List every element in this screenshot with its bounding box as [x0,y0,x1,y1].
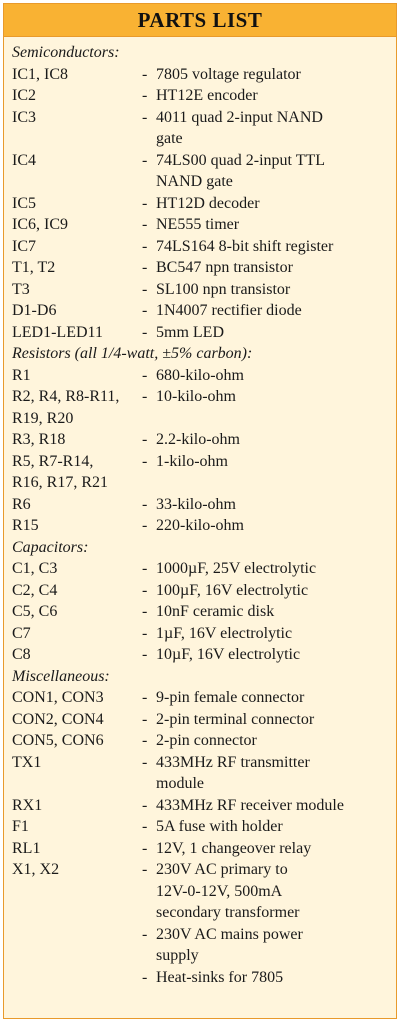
dash-separator: - [142,151,148,169]
part-description-text: 680-kilo-ohm [156,366,244,384]
part-row [12,730,396,752]
part-designator: R6 [12,495,31,513]
part-description-text: 9-pin female connector [156,689,305,706]
part-description-text: NE555 timer [156,216,240,233]
part-designator: C5, C6 [12,603,58,620]
part-row [12,924,396,967]
part-description [142,752,396,795]
dash-separator: - [142,452,148,470]
dash-separator: - [142,495,148,513]
part-designator: IC1, IC8 [12,65,68,83]
part-description-text: HT12D decoder [156,194,260,212]
part-description [142,429,396,451]
part-description-text: 2-pin terminal connector [156,710,315,728]
part-description [142,107,396,150]
part-designator: F1 [12,818,29,835]
dash-separator: - [142,323,148,341]
part-row [12,193,396,215]
part-description-text: 230V AC mains power supply [156,925,303,964]
dash-separator: - [142,280,148,298]
part-row [12,300,396,322]
part-description [142,859,396,924]
part-description [142,730,396,752]
dash-separator: - [142,581,148,599]
part-description-text: BC547 npn transistor [156,259,293,276]
part-description [142,580,396,602]
dash-separator: - [142,753,148,771]
part-description [142,709,396,731]
part-row [12,838,396,860]
dash-separator: - [142,108,148,126]
part-designator: T3 [12,280,30,298]
part-designator: IC7 [12,237,36,255]
parts-list [4,37,396,988]
part-row [12,386,396,429]
part-row [12,515,396,537]
part-description-text: SL100 npn transistor [156,280,291,298]
part-description [142,322,396,344]
part-description-text: 10nF ceramic disk [156,603,275,620]
part-description [142,816,396,838]
part-row [12,64,396,86]
part-row [12,322,396,344]
part-row [12,365,396,387]
dash-separator: - [142,646,148,663]
part-description [142,365,396,387]
part-row [12,967,396,989]
part-description-text: 1N4007 rectifier diode [156,302,302,319]
part-description [142,623,396,645]
part-designator: IC4 [12,151,36,169]
dash-separator: - [142,366,148,384]
part-description-text: 1000µF, 25V electrolytic [156,560,317,577]
dash-separator: - [142,796,148,814]
dash-separator: - [142,710,148,728]
dash-separator: - [142,431,148,448]
part-description [142,236,396,258]
part-description-text: 33-kilo-ohm [156,495,236,513]
part-row [12,451,396,494]
part-row [12,580,396,602]
part-row [12,859,396,924]
part-description [142,838,396,860]
part-description-text: 2.2-kilo-ohm [156,431,240,448]
part-row [12,816,396,838]
part-row [12,709,396,731]
part-description [142,451,396,494]
part-row [12,150,396,193]
part-row [12,795,396,817]
parts-list-title: PARTS LIST [4,4,396,37]
part-description [142,687,396,709]
part-row [12,558,396,580]
dash-separator: - [142,818,148,835]
dash-separator: - [142,925,148,943]
part-designator: R3, R18 [12,431,66,448]
section-heading: Resistors (all 1/4-watt, ±5% carbon): [12,345,253,362]
part-description-text: 7805 voltage regulator [156,65,301,83]
part-designator: X1, X2 [12,861,60,878]
part-designator [12,967,142,989]
part-row [12,601,396,623]
part-row [12,85,396,107]
part-designator: CON1, CON3 [12,689,104,706]
dash-separator: - [142,839,148,857]
dash-separator: - [142,603,148,620]
part-designator: R1 [12,366,31,384]
dash-separator: - [142,65,148,83]
part-designator: C1, C3 [12,560,58,577]
part-designator: D1-D6 [12,302,57,319]
part-description [142,193,396,215]
dash-separator: - [142,388,148,405]
part-row [12,257,396,279]
part-description [142,494,396,516]
dash-separator: - [142,216,148,233]
part-row [12,752,396,795]
part-description-text: 220-kilo-ohm [156,517,244,534]
part-designator: R15 [12,517,39,534]
dash-separator: - [142,560,148,577]
part-description-text: 433MHz RF transmitter module [156,753,310,792]
part-designator: IC3 [12,108,36,126]
part-description [142,924,396,967]
part-description-text: 5A fuse with holder [156,818,283,835]
part-row [12,644,396,666]
part-designator: R2, R4, R8-R11, R19, R20 [12,388,120,427]
part-description [142,601,396,623]
part-designator: TX1 [12,753,42,771]
part-designator: RL1 [12,839,41,857]
part-description [142,279,396,301]
dash-separator: - [142,302,148,319]
part-row [12,623,396,645]
part-description [142,257,396,279]
part-designator [12,924,142,967]
part-description-text: 1-kilo-ohm [156,452,228,470]
dash-separator: - [142,732,148,749]
part-row [12,687,396,709]
part-description-text: HT12E encoder [156,87,258,104]
part-description [142,386,396,429]
dash-separator: - [142,194,148,212]
part-description [142,558,396,580]
dash-separator: - [142,237,148,255]
part-description [142,795,396,817]
part-description-text: 100µF, 16V electrolytic [156,581,309,599]
dash-separator: - [142,87,148,104]
dash-separator: - [142,517,148,534]
part-description-text: 2-pin connector [156,732,257,749]
section-heading: Capacitors: [12,538,89,556]
part-designator: CON5, CON6 [12,732,104,749]
part-description-text: 5mm LED [156,323,224,341]
section-heading: Semiconductors: [12,44,120,61]
part-designator: CON2, CON4 [12,710,104,728]
part-row [12,236,396,258]
part-row [12,107,396,150]
part-description-text: 230V AC primary to 12V-0-12V, 500mA secondary transformer [156,861,300,921]
part-description [142,150,396,193]
part-description [142,214,396,236]
part-designator: T1, T2 [12,259,56,276]
part-designator: RX1 [12,796,43,814]
dash-separator: - [142,689,148,706]
part-designator: IC6, IC9 [12,216,68,233]
part-description-text: 12V, 1 changeover relay [156,839,312,857]
part-description [142,644,396,666]
dash-separator: - [142,861,148,878]
parts-list-box [3,3,397,1019]
part-description [142,64,396,86]
part-designator: C8 [12,646,31,663]
section-heading: Miscellaneous: [12,667,110,685]
part-row [12,214,396,236]
part-description-text: 10-kilo-ohm [156,388,236,405]
part-row [12,494,396,516]
part-description [142,515,396,537]
part-designator: C2, C4 [12,581,58,599]
part-description-text: 74LS00 quad 2-input TTL NAND gate [156,151,326,190]
part-designator: R5, R7-R14, R16, R17, R21 [12,452,109,491]
dash-separator: - [142,968,148,986]
part-designator: LED1-LED11 [12,323,103,341]
dash-separator: - [142,259,148,276]
part-designator: IC2 [12,87,36,104]
part-description-text: 4011 quad 2-input NAND gate [156,108,323,147]
part-description-text: 74LS164 8-bit shift register [156,237,334,255]
part-row [12,429,396,451]
part-designator: C7 [12,624,31,642]
part-description [142,85,396,107]
part-description [142,967,396,989]
dash-separator: - [142,624,148,642]
part-description-text: 433MHz RF receiver module [156,796,344,814]
part-description-text: Heat-sinks for 7805 [156,968,284,986]
part-row [12,279,396,301]
part-designator: IC5 [12,194,36,212]
part-description-text: 10µF, 16V electrolytic [156,646,301,663]
part-description-text: 1µF, 16V electrolytic [156,624,293,642]
part-description [142,300,396,322]
